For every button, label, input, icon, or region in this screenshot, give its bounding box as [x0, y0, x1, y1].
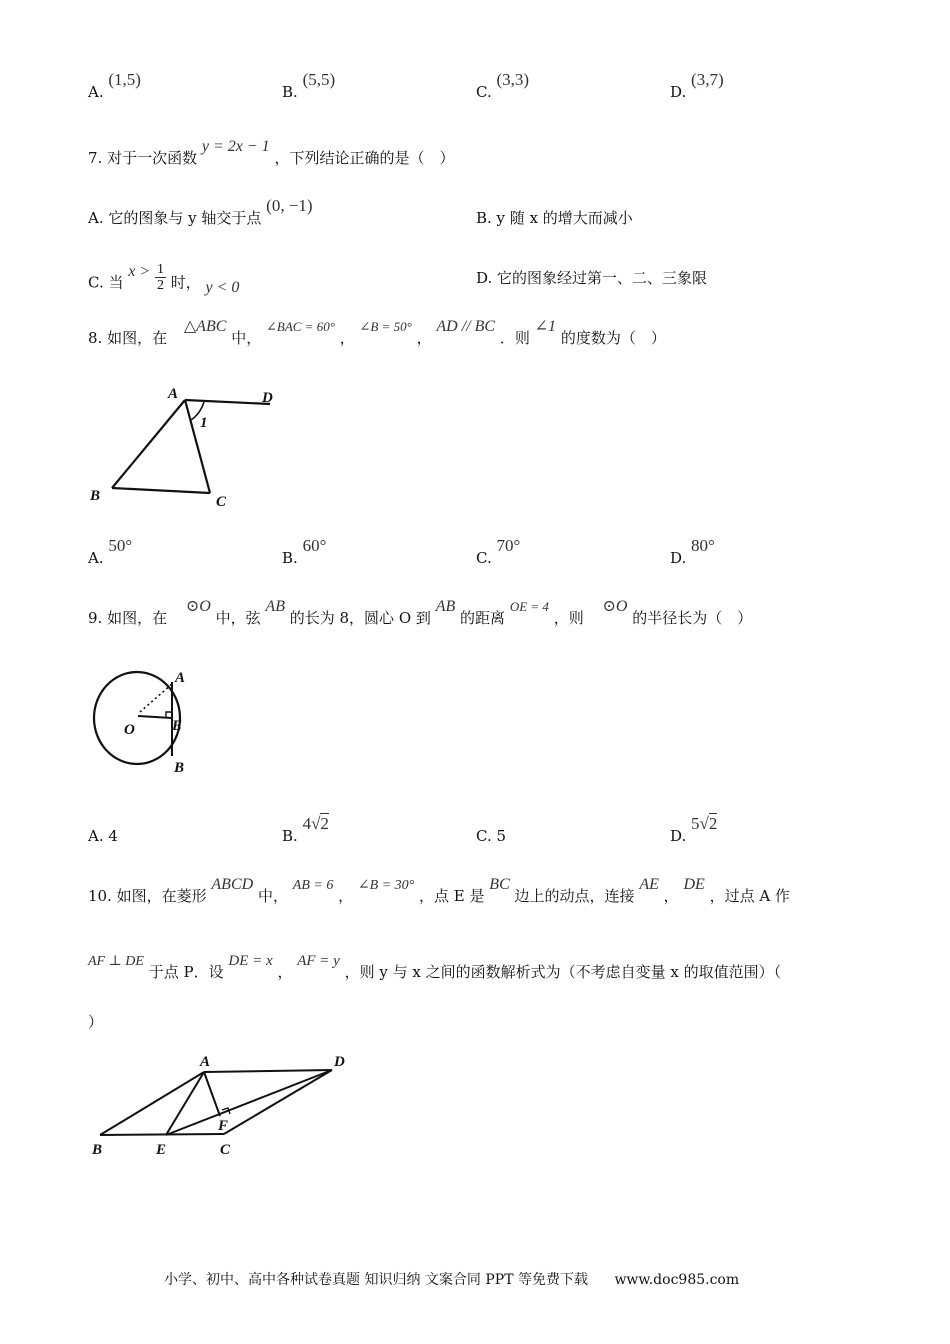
label-a: A — [168, 386, 179, 402]
q6-option-b-value: (5,5) — [302, 70, 336, 89]
q7-option-a: A. 它的图象与 y 轴交于点 (0, −1) — [88, 196, 313, 227]
q6-option-a: A. (1,5) — [88, 70, 141, 101]
q10-stem-line3: ） — [88, 1013, 104, 1031]
q8-option-a: A. 50° — [88, 536, 133, 567]
q10-stem-line1: 10. 如图，在菱形 ABCD 中， AB = 6 ， ∠B = 30° ，点 E 是 BC 边上的动点，连接 AE ， DE ，过点 A 作 — [88, 876, 790, 905]
q6-option-d-value: (3,7) — [691, 70, 724, 89]
label-b: B — [90, 488, 101, 504]
segment-oe — [138, 716, 172, 718]
q7-option-b: B. y 随 x 的增大而减小 — [476, 209, 633, 227]
q6-option-c: C. (3,3) — [476, 70, 530, 101]
label-f: F — [218, 1118, 229, 1134]
label-b: B — [174, 760, 185, 776]
segment-ad — [204, 1070, 332, 1072]
footer-site-link[interactable]: www.doc985.com — [614, 1272, 740, 1288]
q8-triangle-figure — [80, 380, 290, 520]
q9-stem: 9. 如图，在 ⊙O 中，弦 AB 的长为 8，圆心 O 到 AB 的距离 OE = 4 ，则 ⊙O 的半径长为（ ） — [88, 598, 753, 627]
label-d: D — [262, 390, 273, 406]
label-e: E — [172, 718, 183, 734]
sqrt-sign: √ — [699, 814, 709, 833]
sqrt-sign: √ — [311, 814, 321, 833]
segment-ad — [185, 400, 270, 404]
segment-af — [204, 1072, 220, 1116]
label-c: C — [216, 494, 227, 510]
q6-option-c-value: (3,3) — [496, 70, 530, 89]
q9-option-d: D. 5√2 — [670, 814, 718, 845]
label-a: A — [175, 670, 186, 686]
q8-option-b: B. 60° — [282, 536, 327, 567]
q6-option-a-value: (1,5) — [108, 70, 141, 89]
q7-option-c: C. 当 x > $\frac{1}{2}$ 时， y < 0 — [88, 262, 240, 296]
q6-option-b: B. (5,5) — [282, 70, 336, 101]
label-b: B — [92, 1142, 103, 1158]
footer-text: 小学、初中、高中各种试卷真题 知识归纳 文案合同 PPT 等免费下载 — [164, 1272, 588, 1288]
label-d: D — [334, 1054, 345, 1070]
segment-ae — [166, 1072, 204, 1135]
q7-stem: 7. 对于一次函数 y = 2x − 1 ，下列结论正确的是（ ） — [88, 138, 455, 167]
label-e: E — [156, 1142, 167, 1158]
q6-option-d: D. (3,7) — [670, 70, 724, 101]
segment-cd — [224, 1070, 332, 1134]
segment-ab — [112, 400, 185, 488]
q7-option-d: D. 它的图象经过第一、二、三象限 — [476, 269, 708, 287]
q10-stem-line2: AF ⊥ DE 于点 P．设 DE = x ， AF = y ，则 y 与 x 之间的函数解析式为（不考虑自变量 x 的取值范围）（ — [88, 953, 782, 981]
label-o: O — [124, 722, 135, 738]
segment-bc — [100, 1134, 224, 1135]
q9-circle-figure — [88, 660, 208, 780]
q9-option-a: A. 4 — [88, 827, 118, 845]
segment-bc — [112, 488, 210, 493]
q9-option-b: B. 4√2 — [282, 814, 329, 845]
fraction-half: $\frac{1}{2}$ — [156, 262, 164, 293]
q7-function: y = 2x − 1 — [201, 138, 270, 155]
q8-option-d: D. 80° — [670, 536, 715, 567]
q8-stem: 8. 如图，在 △ABC 中， ∠BAC = 60° ， ∠B = 50° ， AD // BC ．则 ∠1 的度数为（ ） — [88, 318, 666, 347]
q9-option-c: C. 5 — [476, 827, 507, 845]
label-c: C — [220, 1142, 231, 1158]
q10-rhombus-figure — [86, 1050, 356, 1165]
label-a: A — [200, 1054, 211, 1070]
segment-oa-dashed — [140, 684, 172, 712]
page-footer — [164, 1270, 739, 1290]
q8-option-c: C. 70° — [476, 536, 521, 567]
label-1: 1 — [200, 415, 208, 431]
